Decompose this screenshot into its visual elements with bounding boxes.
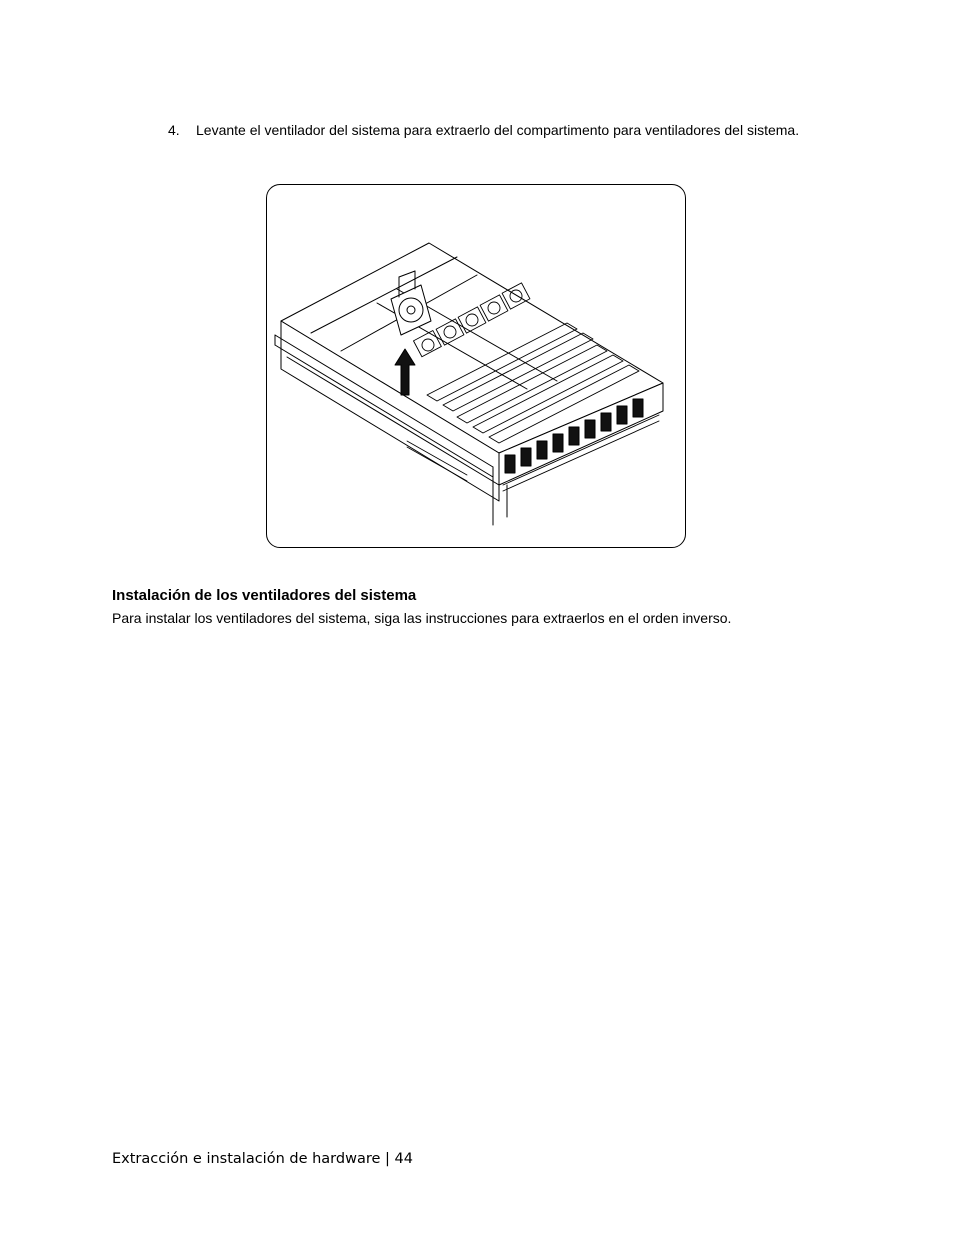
fan-removal-illustration: [266, 184, 686, 548]
page-footer: Extracción e instalación de hardware | 44: [112, 1151, 413, 1167]
server-chassis-drawing: [267, 185, 686, 548]
section-body: Para instalar los ventiladores del sistema, siga las instrucciones para extraerlos en el orden inverso.: [112, 610, 732, 626]
step-text: Levante el ventilador del sistema para extraerlo del compartimento para ventiladores del sistema.: [196, 122, 800, 138]
section-heading: Instalación de los ventiladores del sistema: [112, 587, 417, 604]
step-4: [168, 121, 808, 140]
step-number: 4.: [168, 122, 180, 138]
